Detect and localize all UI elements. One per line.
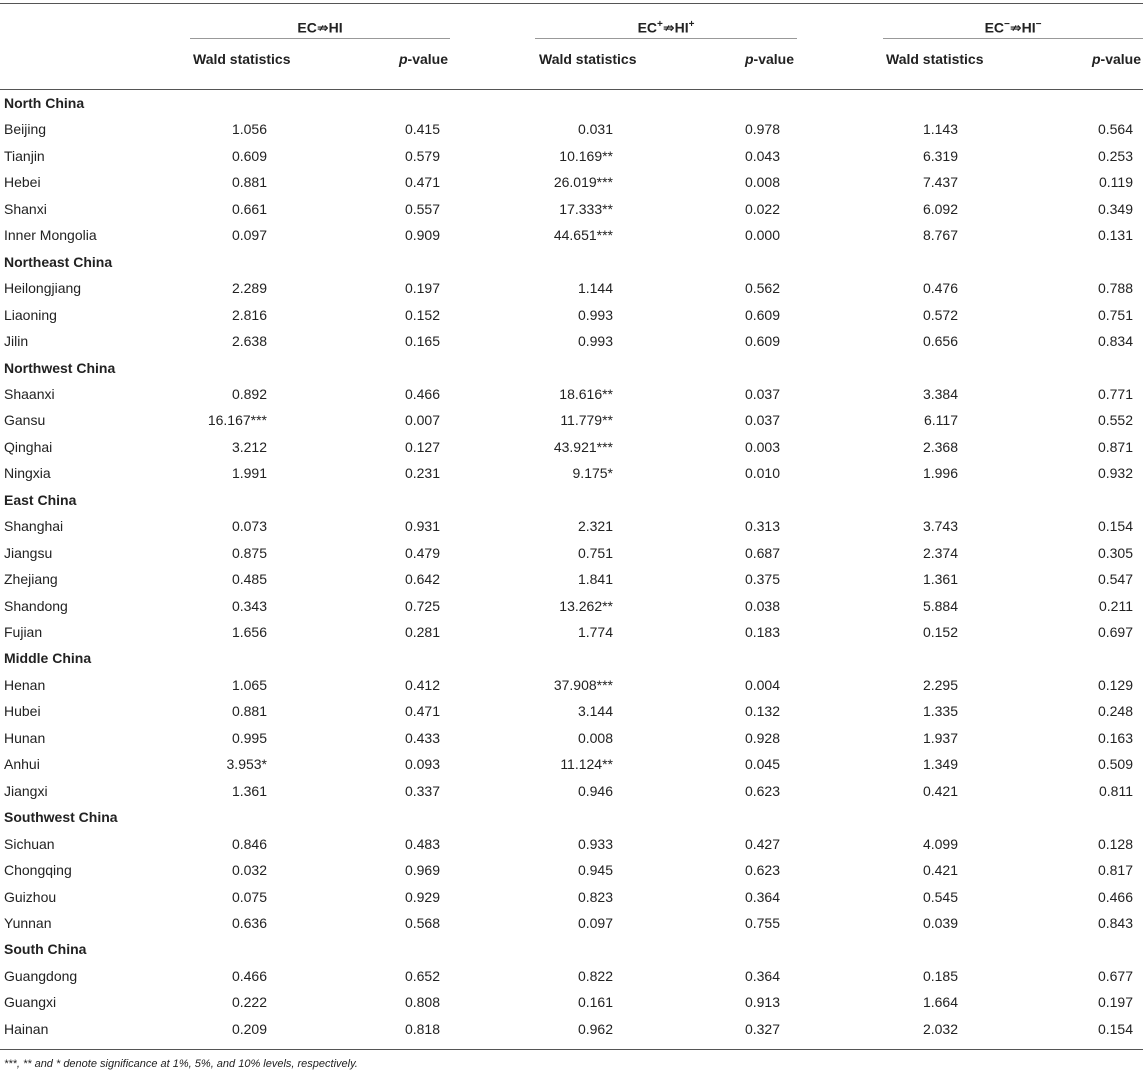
cell-wald-ec-minus: 1.335 [922, 703, 958, 720]
group-underline [190, 38, 450, 39]
cell-wald-ec-hi: 0.881 [231, 703, 267, 720]
cell-wald-ec-plus: 0.031 [577, 121, 613, 138]
cell-pvalue-ec-minus: 0.248 [1097, 703, 1133, 720]
table-row [0, 619, 1143, 645]
cell-pvalue-ec-hi: 0.127 [404, 438, 440, 455]
cell-wald-ec-minus: 3.384 [922, 385, 958, 402]
cell-wald-ec-plus: 37.908*** [553, 676, 613, 693]
cell-wald-ec-plus: 0.993 [577, 333, 613, 350]
cell-pvalue-ec-plus: 0.132 [744, 703, 780, 720]
cell-pvalue-ec-minus: 0.131 [1097, 227, 1133, 244]
cell-wald-ec-hi: 0.032 [231, 862, 267, 879]
province-name: Zhejiang [4, 571, 58, 588]
cell-wald-ec-hi: 0.485 [231, 571, 267, 588]
cell-pvalue-ec-hi: 0.652 [404, 967, 440, 984]
cell-pvalue-ec-minus: 0.128 [1097, 835, 1133, 852]
cell-pvalue-ec-plus: 0.364 [744, 967, 780, 984]
cell-wald-ec-hi: 0.209 [231, 1020, 267, 1037]
cell-wald-ec-minus: 3.743 [922, 518, 958, 535]
table-row [0, 275, 1143, 301]
cell-wald-ec-minus: 0.476 [922, 280, 958, 297]
cell-pvalue-ec-plus: 0.010 [744, 465, 780, 482]
cell-wald-ec-minus: 2.374 [922, 544, 958, 561]
province-name: Henan [4, 676, 46, 693]
table-row [0, 196, 1143, 222]
cell-pvalue-ec-hi: 0.337 [404, 782, 440, 799]
cell-wald-ec-hi: 2.638 [231, 333, 267, 350]
cell-pvalue-ec-minus: 0.834 [1097, 333, 1133, 350]
cell-pvalue-ec-minus: 0.697 [1097, 624, 1133, 640]
cell-wald-ec-plus: 0.822 [577, 967, 613, 984]
cell-wald-ec-minus: 2.295 [922, 676, 958, 693]
subheader-wald-2: Wald statistics [539, 51, 637, 67]
province-name: Jilin [4, 333, 29, 350]
province-name: Hebei [4, 174, 41, 191]
cell-wald-ec-plus: 0.945 [577, 862, 613, 879]
province-name: Yunnan [4, 914, 52, 931]
cell-pvalue-ec-minus: 0.119 [1099, 174, 1133, 191]
cell-wald-ec-hi: 2.816 [231, 306, 267, 323]
cell-pvalue-ec-plus: 0.755 [744, 914, 780, 931]
cell-pvalue-ec-hi: 0.969 [404, 862, 440, 879]
province-name: Jiangxi [4, 782, 48, 799]
cell-wald-ec-hi: 0.073 [231, 518, 267, 535]
group-right-label: HI [328, 19, 343, 36]
cell-wald-ec-plus: 43.921*** [553, 438, 613, 455]
province-name: Chongqing [4, 862, 72, 879]
cell-wald-ec-plus: 11.779** [560, 412, 613, 429]
cell-pvalue-ec-hi: 0.579 [404, 147, 440, 164]
region-name: Northwest China [4, 359, 116, 376]
table-row [0, 169, 1143, 195]
p-italic: p [1091, 51, 1101, 67]
cell-wald-ec-hi: 1.991 [231, 465, 267, 482]
table-row [0, 407, 1143, 433]
cell-wald-ec-plus: 0.097 [577, 914, 613, 931]
table-row [0, 910, 1143, 936]
table-row [0, 302, 1143, 328]
province-name: Guangdong [4, 967, 78, 984]
cell-wald-ec-minus: 0.421 [922, 782, 958, 799]
cell-pvalue-ec-plus: 0.045 [744, 756, 780, 773]
cell-pvalue-ec-plus: 0.928 [744, 729, 780, 746]
cell-pvalue-ec-plus: 0.037 [744, 412, 780, 429]
cell-pvalue-ec-plus: 0.687 [744, 544, 780, 561]
cell-wald-ec-hi: 0.846 [231, 835, 267, 852]
region-name: North China [4, 95, 85, 111]
province-name: Anhui [4, 756, 40, 773]
cell-pvalue-ec-plus: 0.609 [744, 306, 780, 323]
province-name: Inner Mongolia [4, 227, 97, 244]
region-header-row [0, 249, 1143, 275]
group-left-label: EC [297, 19, 317, 36]
province-name: Shandong [4, 597, 68, 614]
cell-pvalue-ec-plus: 0.004 [744, 676, 780, 693]
cell-wald-ec-hi: 0.881 [231, 174, 267, 191]
cell-pvalue-ec-hi: 0.818 [404, 1020, 440, 1037]
cell-pvalue-ec-plus: 0.000 [744, 227, 780, 244]
region-name: Southwest China [4, 809, 118, 826]
cell-pvalue-ec-minus: 0.197 [1097, 994, 1133, 1011]
cell-pvalue-ec-minus: 0.843 [1097, 914, 1133, 931]
cell-pvalue-ec-hi: 0.931 [404, 518, 440, 535]
group-right-sup: + [688, 19, 695, 30]
cell-wald-ec-minus: 6.319 [922, 147, 958, 164]
cell-pvalue-ec-plus: 0.623 [744, 782, 780, 799]
p-italic: p [398, 51, 408, 67]
cell-pvalue-ec-minus: 0.253 [1097, 147, 1133, 164]
province-name: Guizhou [4, 888, 57, 905]
cell-wald-ec-hi: 1.361 [231, 782, 267, 799]
province-name: Fujian [4, 624, 43, 640]
cell-wald-ec-minus: 1.937 [922, 729, 958, 746]
province-name: Ningxia [4, 465, 51, 482]
cell-pvalue-ec-plus: 0.375 [744, 571, 780, 588]
cell-wald-ec-minus: 0.421 [922, 862, 958, 879]
region-name: Northeast China [4, 253, 113, 270]
table-row [0, 725, 1143, 751]
group-left-label: EC [984, 19, 1005, 36]
cell-pvalue-ec-plus: 0.038 [744, 597, 780, 614]
cell-pvalue-ec-hi: 0.642 [404, 571, 440, 588]
subheader-pvalue-1 [399, 51, 448, 67]
region-name: Middle China [4, 650, 92, 667]
table-row [0, 884, 1143, 910]
cell-wald-ec-hi: 0.075 [231, 888, 267, 905]
cell-pvalue-ec-minus: 0.811 [1099, 782, 1133, 799]
cell-wald-ec-plus: 0.993 [577, 306, 613, 323]
table-row [0, 513, 1143, 539]
table-row [0, 434, 1143, 460]
cell-pvalue-ec-plus: 0.022 [744, 200, 780, 217]
cell-wald-ec-plus: 13.262** [559, 597, 613, 614]
cell-pvalue-ec-hi: 0.433 [404, 729, 440, 746]
cell-wald-ec-plus: 1.774 [577, 624, 613, 640]
table-row [0, 540, 1143, 566]
cell-pvalue-ec-plus: 0.978 [744, 121, 780, 138]
region-name: East China [4, 491, 77, 508]
cell-wald-ec-minus: 0.572 [922, 306, 958, 323]
noncause-symbol: ⇏ [316, 19, 329, 36]
cell-wald-ec-plus: 3.144 [577, 703, 613, 720]
cell-wald-ec-hi: 0.892 [231, 385, 267, 402]
p-rest: -value [753, 51, 794, 67]
cell-pvalue-ec-hi: 0.197 [404, 280, 440, 297]
table-row [0, 857, 1143, 883]
region-name: South China [4, 941, 87, 958]
province-name: Heilongjiang [4, 280, 82, 297]
cell-wald-ec-plus: 0.161 [577, 994, 613, 1011]
cell-pvalue-ec-hi: 0.483 [404, 835, 440, 852]
cell-wald-ec-hi: 0.097 [231, 227, 267, 244]
cell-wald-ec-hi: 1.065 [231, 676, 267, 693]
subheader-wald-3: Wald statistics [886, 51, 984, 67]
cell-pvalue-ec-minus: 0.932 [1097, 465, 1133, 482]
cell-wald-ec-minus: 7.437 [922, 174, 958, 191]
cell-pvalue-ec-minus: 0.349 [1097, 200, 1133, 217]
p-rest: -value [407, 51, 448, 67]
cell-wald-ec-minus: 1.996 [922, 465, 958, 482]
cell-wald-ec-plus: 0.823 [577, 888, 613, 905]
cell-pvalue-ec-hi: 0.725 [404, 597, 440, 614]
table-top-rule [0, 3, 1143, 4]
cell-wald-ec-hi: 1.056 [231, 121, 267, 138]
cell-wald-ec-plus: 11.124** [560, 756, 613, 773]
province-name: Hubei [4, 703, 41, 720]
province-name: Shanghai [4, 518, 64, 535]
table-row [0, 831, 1143, 857]
cell-wald-ec-hi: 0.875 [231, 544, 267, 561]
cell-wald-ec-hi: 16.167*** [207, 412, 267, 429]
cell-wald-ec-minus: 0.039 [922, 914, 958, 931]
cell-wald-ec-hi: 0.609 [231, 147, 267, 164]
cell-wald-ec-hi: 1.656 [231, 624, 267, 640]
cell-wald-ec-hi: 0.466 [231, 967, 267, 984]
cell-pvalue-ec-minus: 0.154 [1097, 1020, 1133, 1037]
cell-pvalue-ec-minus: 0.751 [1097, 306, 1133, 323]
cell-pvalue-ec-plus: 0.313 [744, 518, 780, 535]
cell-wald-ec-hi: 0.636 [231, 914, 267, 931]
cell-pvalue-ec-minus: 0.211 [1099, 597, 1133, 614]
cell-wald-ec-hi: 3.953* [226, 756, 267, 773]
province-name: Shaanxi [4, 385, 55, 402]
cell-pvalue-ec-hi: 0.479 [404, 544, 440, 561]
cell-pvalue-ec-plus: 0.043 [744, 147, 780, 164]
cell-wald-ec-plus: 44.651*** [553, 227, 613, 244]
table-footnote: ***, ** and * denote significance at 1%, 5%, and 10% levels, respectively. [4, 1058, 358, 1070]
cell-pvalue-ec-plus: 0.037 [744, 385, 780, 402]
cell-wald-ec-plus: 17.333** [559, 200, 613, 217]
cell-wald-ec-minus: 6.117 [924, 412, 958, 429]
cell-pvalue-ec-hi: 0.415 [404, 121, 440, 138]
table-row [0, 593, 1143, 619]
province-name: Liaoning [4, 306, 57, 323]
cell-wald-ec-plus: 18.616** [559, 385, 613, 402]
cell-pvalue-ec-hi: 0.093 [404, 756, 440, 773]
group-left-sup: + [657, 19, 663, 30]
cell-pvalue-ec-minus: 0.564 [1097, 121, 1133, 138]
table-bottom-rule [0, 1049, 1143, 1050]
cell-wald-ec-hi: 0.343 [231, 597, 267, 614]
group-underline [883, 38, 1143, 39]
cell-wald-ec-minus: 1.361 [922, 571, 958, 588]
cell-pvalue-ec-minus: 0.871 [1097, 438, 1133, 455]
table-row [0, 778, 1143, 804]
region-header-row [0, 355, 1143, 381]
cell-pvalue-ec-plus: 0.183 [744, 624, 780, 640]
cell-pvalue-ec-hi: 0.412 [404, 676, 440, 693]
cell-wald-ec-minus: 2.368 [922, 438, 958, 455]
cell-wald-ec-minus: 0.185 [922, 967, 958, 984]
cell-pvalue-ec-hi: 0.568 [404, 914, 440, 931]
cell-wald-ec-hi: 0.661 [231, 200, 267, 217]
cell-pvalue-ec-hi: 0.471 [404, 174, 440, 191]
cell-pvalue-ec-plus: 0.427 [744, 835, 780, 852]
table-row [0, 566, 1143, 592]
cell-pvalue-ec-plus: 0.913 [744, 994, 780, 1011]
cell-wald-ec-hi: 2.289 [231, 280, 267, 297]
group-right-sup: − [1035, 19, 1042, 30]
cell-pvalue-ec-hi: 0.231 [404, 465, 440, 482]
cell-pvalue-ec-minus: 0.788 [1097, 280, 1133, 297]
cell-pvalue-ec-minus: 0.509 [1097, 756, 1133, 773]
cell-wald-ec-minus: 4.099 [922, 835, 958, 852]
cell-wald-ec-hi: 0.995 [231, 729, 267, 746]
cell-pvalue-ec-hi: 0.471 [404, 703, 440, 720]
cell-pvalue-ec-minus: 0.552 [1097, 412, 1133, 429]
table-row [0, 963, 1143, 989]
table-row [0, 751, 1143, 777]
subheader-pvalue-2 [745, 51, 794, 67]
cell-pvalue-ec-plus: 0.609 [744, 333, 780, 350]
cell-pvalue-ec-minus: 0.677 [1097, 967, 1133, 984]
region-header-row [0, 90, 1143, 116]
province-name: Tianjin [4, 147, 45, 164]
province-name: Guangxi [4, 994, 57, 1011]
group-left-sup: − [1004, 19, 1010, 30]
cell-pvalue-ec-minus: 0.129 [1097, 676, 1133, 693]
cell-wald-ec-plus: 0.008 [577, 729, 613, 746]
province-name: Beijing [4, 121, 47, 138]
group-underline [535, 38, 797, 39]
cell-wald-ec-minus: 0.152 [922, 624, 958, 640]
cell-pvalue-ec-minus: 0.817 [1097, 862, 1133, 879]
cell-wald-ec-plus: 9.175* [572, 465, 613, 482]
region-header-row [0, 487, 1143, 513]
cell-pvalue-ec-hi: 0.281 [404, 624, 440, 640]
cell-pvalue-ec-hi: 0.165 [404, 333, 440, 350]
region-header-row [0, 645, 1143, 671]
subheader-pvalue-3 [1092, 51, 1141, 67]
cell-pvalue-ec-hi: 0.929 [404, 888, 440, 905]
province-name: Jiangsu [4, 544, 53, 561]
cell-wald-ec-minus: 2.032 [922, 1020, 958, 1037]
table-row [0, 222, 1143, 248]
table-row [0, 672, 1143, 698]
table-row [0, 116, 1143, 142]
group-right-label: HI [1021, 19, 1036, 36]
group-header-ec-minus-hi-minus [883, 19, 1143, 37]
cell-pvalue-ec-plus: 0.562 [744, 280, 780, 297]
province-name: Sichuan [4, 835, 55, 852]
cell-wald-ec-minus: 1.349 [922, 756, 958, 773]
p-italic: p [744, 51, 754, 67]
cell-wald-ec-plus: 0.962 [577, 1020, 613, 1037]
table-row [0, 1016, 1143, 1042]
table-row [0, 989, 1143, 1015]
cell-pvalue-ec-hi: 0.152 [404, 306, 440, 323]
cell-pvalue-ec-hi: 0.466 [404, 385, 440, 402]
cell-wald-ec-plus: 26.019*** [553, 174, 613, 191]
cell-wald-ec-plus: 0.751 [577, 544, 613, 561]
cell-pvalue-ec-plus: 0.327 [744, 1020, 780, 1037]
subheader-wald-1: Wald statistics [193, 51, 291, 67]
table-row [0, 698, 1143, 724]
group-header-ec-hi [190, 19, 450, 37]
cell-wald-ec-plus: 1.841 [577, 571, 613, 588]
province-name: Gansu [4, 412, 46, 429]
cell-pvalue-ec-minus: 0.547 [1097, 571, 1133, 588]
cell-pvalue-ec-minus: 0.466 [1097, 888, 1133, 905]
cell-wald-ec-hi: 0.222 [231, 994, 267, 1011]
p-rest: -value [1100, 51, 1141, 67]
cell-pvalue-ec-minus: 0.154 [1097, 518, 1133, 535]
province-name: Hainan [4, 1020, 49, 1037]
cell-wald-ec-minus: 6.092 [922, 200, 958, 217]
cell-wald-ec-plus: 0.933 [577, 835, 613, 852]
cell-pvalue-ec-hi: 0.808 [404, 994, 440, 1011]
table-row [0, 460, 1143, 486]
cell-pvalue-ec-plus: 0.008 [744, 174, 780, 191]
cell-pvalue-ec-minus: 0.163 [1097, 729, 1133, 746]
cell-pvalue-ec-plus: 0.364 [744, 888, 780, 905]
cell-pvalue-ec-minus: 0.305 [1097, 544, 1133, 561]
cell-wald-ec-hi: 3.212 [231, 438, 267, 455]
cell-pvalue-ec-hi: 0.007 [404, 412, 440, 429]
table-row [0, 143, 1143, 169]
cell-wald-ec-minus: 1.143 [922, 121, 958, 138]
group-left-label: EC [637, 19, 658, 36]
cell-wald-ec-plus: 1.144 [577, 280, 613, 297]
noncause-symbol: ⇏ [1009, 19, 1022, 36]
cell-wald-ec-minus: 5.884 [922, 597, 958, 614]
cell-wald-ec-minus: 0.545 [922, 888, 958, 905]
cell-pvalue-ec-minus: 0.771 [1097, 385, 1133, 402]
noncause-symbol: ⇏ [662, 19, 675, 36]
cell-pvalue-ec-hi: 0.557 [404, 200, 440, 217]
cell-pvalue-ec-hi: 0.909 [404, 227, 440, 244]
cell-wald-ec-minus: 8.767 [922, 227, 958, 244]
cell-wald-ec-minus: 1.664 [922, 994, 958, 1011]
cell-wald-ec-plus: 2.321 [577, 518, 613, 535]
group-header-ec-plus-hi-plus [535, 19, 797, 37]
region-header-row [0, 804, 1143, 830]
cell-wald-ec-minus: 0.656 [922, 333, 958, 350]
cell-wald-ec-plus: 10.169** [559, 147, 613, 164]
table-row [0, 381, 1143, 407]
region-header-row [0, 936, 1143, 962]
cell-pvalue-ec-plus: 0.623 [744, 862, 780, 879]
cell-wald-ec-plus: 0.946 [577, 782, 613, 799]
table-row [0, 328, 1143, 354]
province-name: Qinghai [4, 438, 53, 455]
group-right-label: HI [674, 19, 689, 36]
cell-pvalue-ec-plus: 0.003 [744, 438, 780, 455]
province-name: Shanxi [4, 200, 47, 217]
province-name: Hunan [4, 729, 46, 746]
